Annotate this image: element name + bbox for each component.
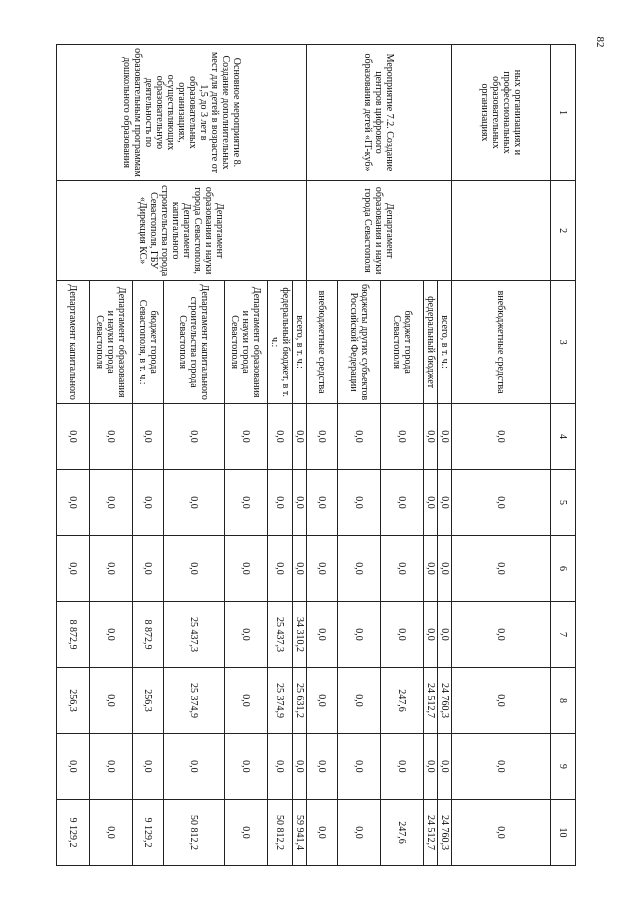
value-cell: 0,0 [338,667,381,733]
value-cell: 0,0 [225,799,268,865]
source-cell: внебюджетные средства [452,281,551,404]
value-cell: 0,0 [133,733,164,799]
value-cell: 50 812,2 [268,799,293,865]
source-cell: Департамент образования и науки города Севастополя [90,281,133,404]
value-cell: 24 760,3 [438,799,452,865]
value-cell: 0,0 [225,667,268,733]
value-cell: 0,0 [268,535,293,601]
value-cell: 0,0 [133,404,164,470]
value-cell: 0,0 [293,404,307,470]
source-cell: Департамент образования и науки города Севастополя [225,281,268,404]
source-cell: внебюджетные средства [307,281,338,404]
value-cell: 25 374,9 [268,667,293,733]
value-cell: 0,0 [268,404,293,470]
value-cell: 0,0 [293,535,307,601]
value-cell: 256,3 [133,667,164,733]
executor-cell: Департамент образования и науки города Севастополя, Департамент капитального строительства города Севастополя, ГБУ «Дирекция КС» [57,180,307,280]
executor-cell [452,180,551,280]
value-cell: 8 872,9 [57,601,90,667]
value-cell: 0,0 [381,733,424,799]
value-cell: 8 872,9 [133,601,164,667]
value-cell: 0,0 [438,601,452,667]
value-cell: 0,0 [338,535,381,601]
source-cell: всего, в т. ч.: [438,281,452,404]
value-cell: 0,0 [307,799,338,865]
value-cell: 0,0 [293,733,307,799]
value-cell: 0,0 [452,601,551,667]
header-cell: 5 [551,470,576,536]
measure-title-cell: Мероприятие 7.2. Создание центров цифрового образования детей «IT-куб» [307,45,452,181]
value-cell: 0,0 [438,535,452,601]
value-cell: 0,0 [381,470,424,536]
value-cell: 0,0 [90,799,133,865]
value-cell: 0,0 [57,535,90,601]
budget-table [56,44,576,866]
value-cell: 25 437,3 [164,601,225,667]
value-cell: 0,0 [307,404,338,470]
value-cell: 0,0 [452,404,551,470]
value-cell: 0,0 [90,601,133,667]
value-cell: 0,0 [268,733,293,799]
value-cell: 0,0 [133,470,164,536]
value-cell: 0,0 [452,470,551,536]
rotated-table-container [67,44,576,866]
value-cell: 0,0 [225,404,268,470]
value-cell: 0,0 [438,470,452,536]
value-cell: 0,0 [381,404,424,470]
value-cell: 0,0 [133,535,164,601]
header-cell: 9 [551,733,576,799]
value-cell: 0,0 [381,601,424,667]
value-cell: 25 631,2 [293,667,307,733]
value-cell: 0,0 [338,601,381,667]
value-cell: 0,0 [452,667,551,733]
value-cell: 0,0 [225,470,268,536]
source-cell: всего, в т. ч.: [293,281,307,404]
value-cell: 0,0 [90,535,133,601]
value-cell: 50 812,2 [164,799,225,865]
value-cell: 0,0 [164,733,225,799]
value-cell: 0,0 [90,667,133,733]
source-cell: Департамент капитального [57,281,90,404]
value-cell: 24 512,7 [424,667,438,733]
value-cell: 0,0 [338,470,381,536]
source-cell: бюджеты других субъектов Российской Федерации [338,281,381,404]
source-cell: бюджет города Севастополя, в т. ч.: [133,281,164,404]
value-cell: 0,0 [90,470,133,536]
header-cell: 6 [551,535,576,601]
value-cell: 0,0 [424,404,438,470]
header-cell: 4 [551,404,576,470]
measure-title-cell: Основное мероприятие 8. Создание дополнительных мест для детей в возрасте от 1,5 до 3 лет в образовательных организациях, осуществляющих образовательную деятельность по образовательным программам дошкольного образования [57,45,307,181]
value-cell: 9 129,2 [133,799,164,865]
value-cell: 0,0 [57,470,90,536]
value-cell: 0,0 [225,535,268,601]
value-cell: 0,0 [293,470,307,536]
value-cell: 0,0 [225,733,268,799]
header-cell: 2 [551,180,576,280]
value-cell: 0,0 [307,535,338,601]
source-cell: бюджет города Севастополя [381,281,424,404]
value-cell: 34 310,2 [293,601,307,667]
table-row [438,45,452,866]
value-cell: 0,0 [164,535,225,601]
value-cell: 0,0 [438,404,452,470]
value-cell: 24 512,7 [424,799,438,865]
value-cell: 0,0 [268,470,293,536]
header-cell: 1 [551,45,576,181]
source-cell: Департамент капитального строительства города Севастополя [164,281,225,404]
value-cell: 0,0 [424,733,438,799]
header-cell: 7 [551,601,576,667]
value-cell: 0,0 [381,535,424,601]
value-cell: 0,0 [225,601,268,667]
value-cell: 0,0 [90,404,133,470]
value-cell: 0,0 [57,733,90,799]
value-cell: 59 941,4 [293,799,307,865]
value-cell: 9 129,2 [57,799,90,865]
header-cell: 10 [551,799,576,865]
value-cell: 0,0 [307,667,338,733]
source-cell: федеральный бюджет [424,281,438,404]
value-cell: 0,0 [90,733,133,799]
value-cell: 0,0 [307,470,338,536]
value-cell: 247,6 [381,799,424,865]
value-cell: 0,0 [424,470,438,536]
value-cell: 25 437,3 [268,601,293,667]
value-cell: 0,0 [338,404,381,470]
value-cell: 0,0 [164,404,225,470]
source-cell: федеральный бюджет, в т. ч.: [268,281,293,404]
value-cell: 0,0 [452,733,551,799]
value-cell: 0,0 [452,535,551,601]
value-cell: 0,0 [307,733,338,799]
table-row [452,45,551,866]
header-row [551,45,576,866]
value-cell: 0,0 [424,535,438,601]
value-cell: 0,0 [307,601,338,667]
value-cell: 0,0 [452,799,551,865]
header-cell: 8 [551,667,576,733]
value-cell: 0,0 [424,601,438,667]
value-cell: 247,6 [381,667,424,733]
executor-cell: Департамент образования и науки города Севастополя [307,180,452,280]
value-cell: 0,0 [164,470,225,536]
value-cell: 24 760,3 [438,667,452,733]
value-cell: 0,0 [338,799,381,865]
value-cell: 0,0 [57,404,90,470]
page-number: 82 [594,36,606,48]
value-cell: 0,0 [438,733,452,799]
measure-title-cell: ных организациях и профессиональных образовательных организациях [452,45,551,181]
value-cell: 25 374,9 [164,667,225,733]
value-cell: 0,0 [338,733,381,799]
header-cell: 3 [551,281,576,404]
table-row [293,45,307,866]
value-cell: 256,3 [57,667,90,733]
